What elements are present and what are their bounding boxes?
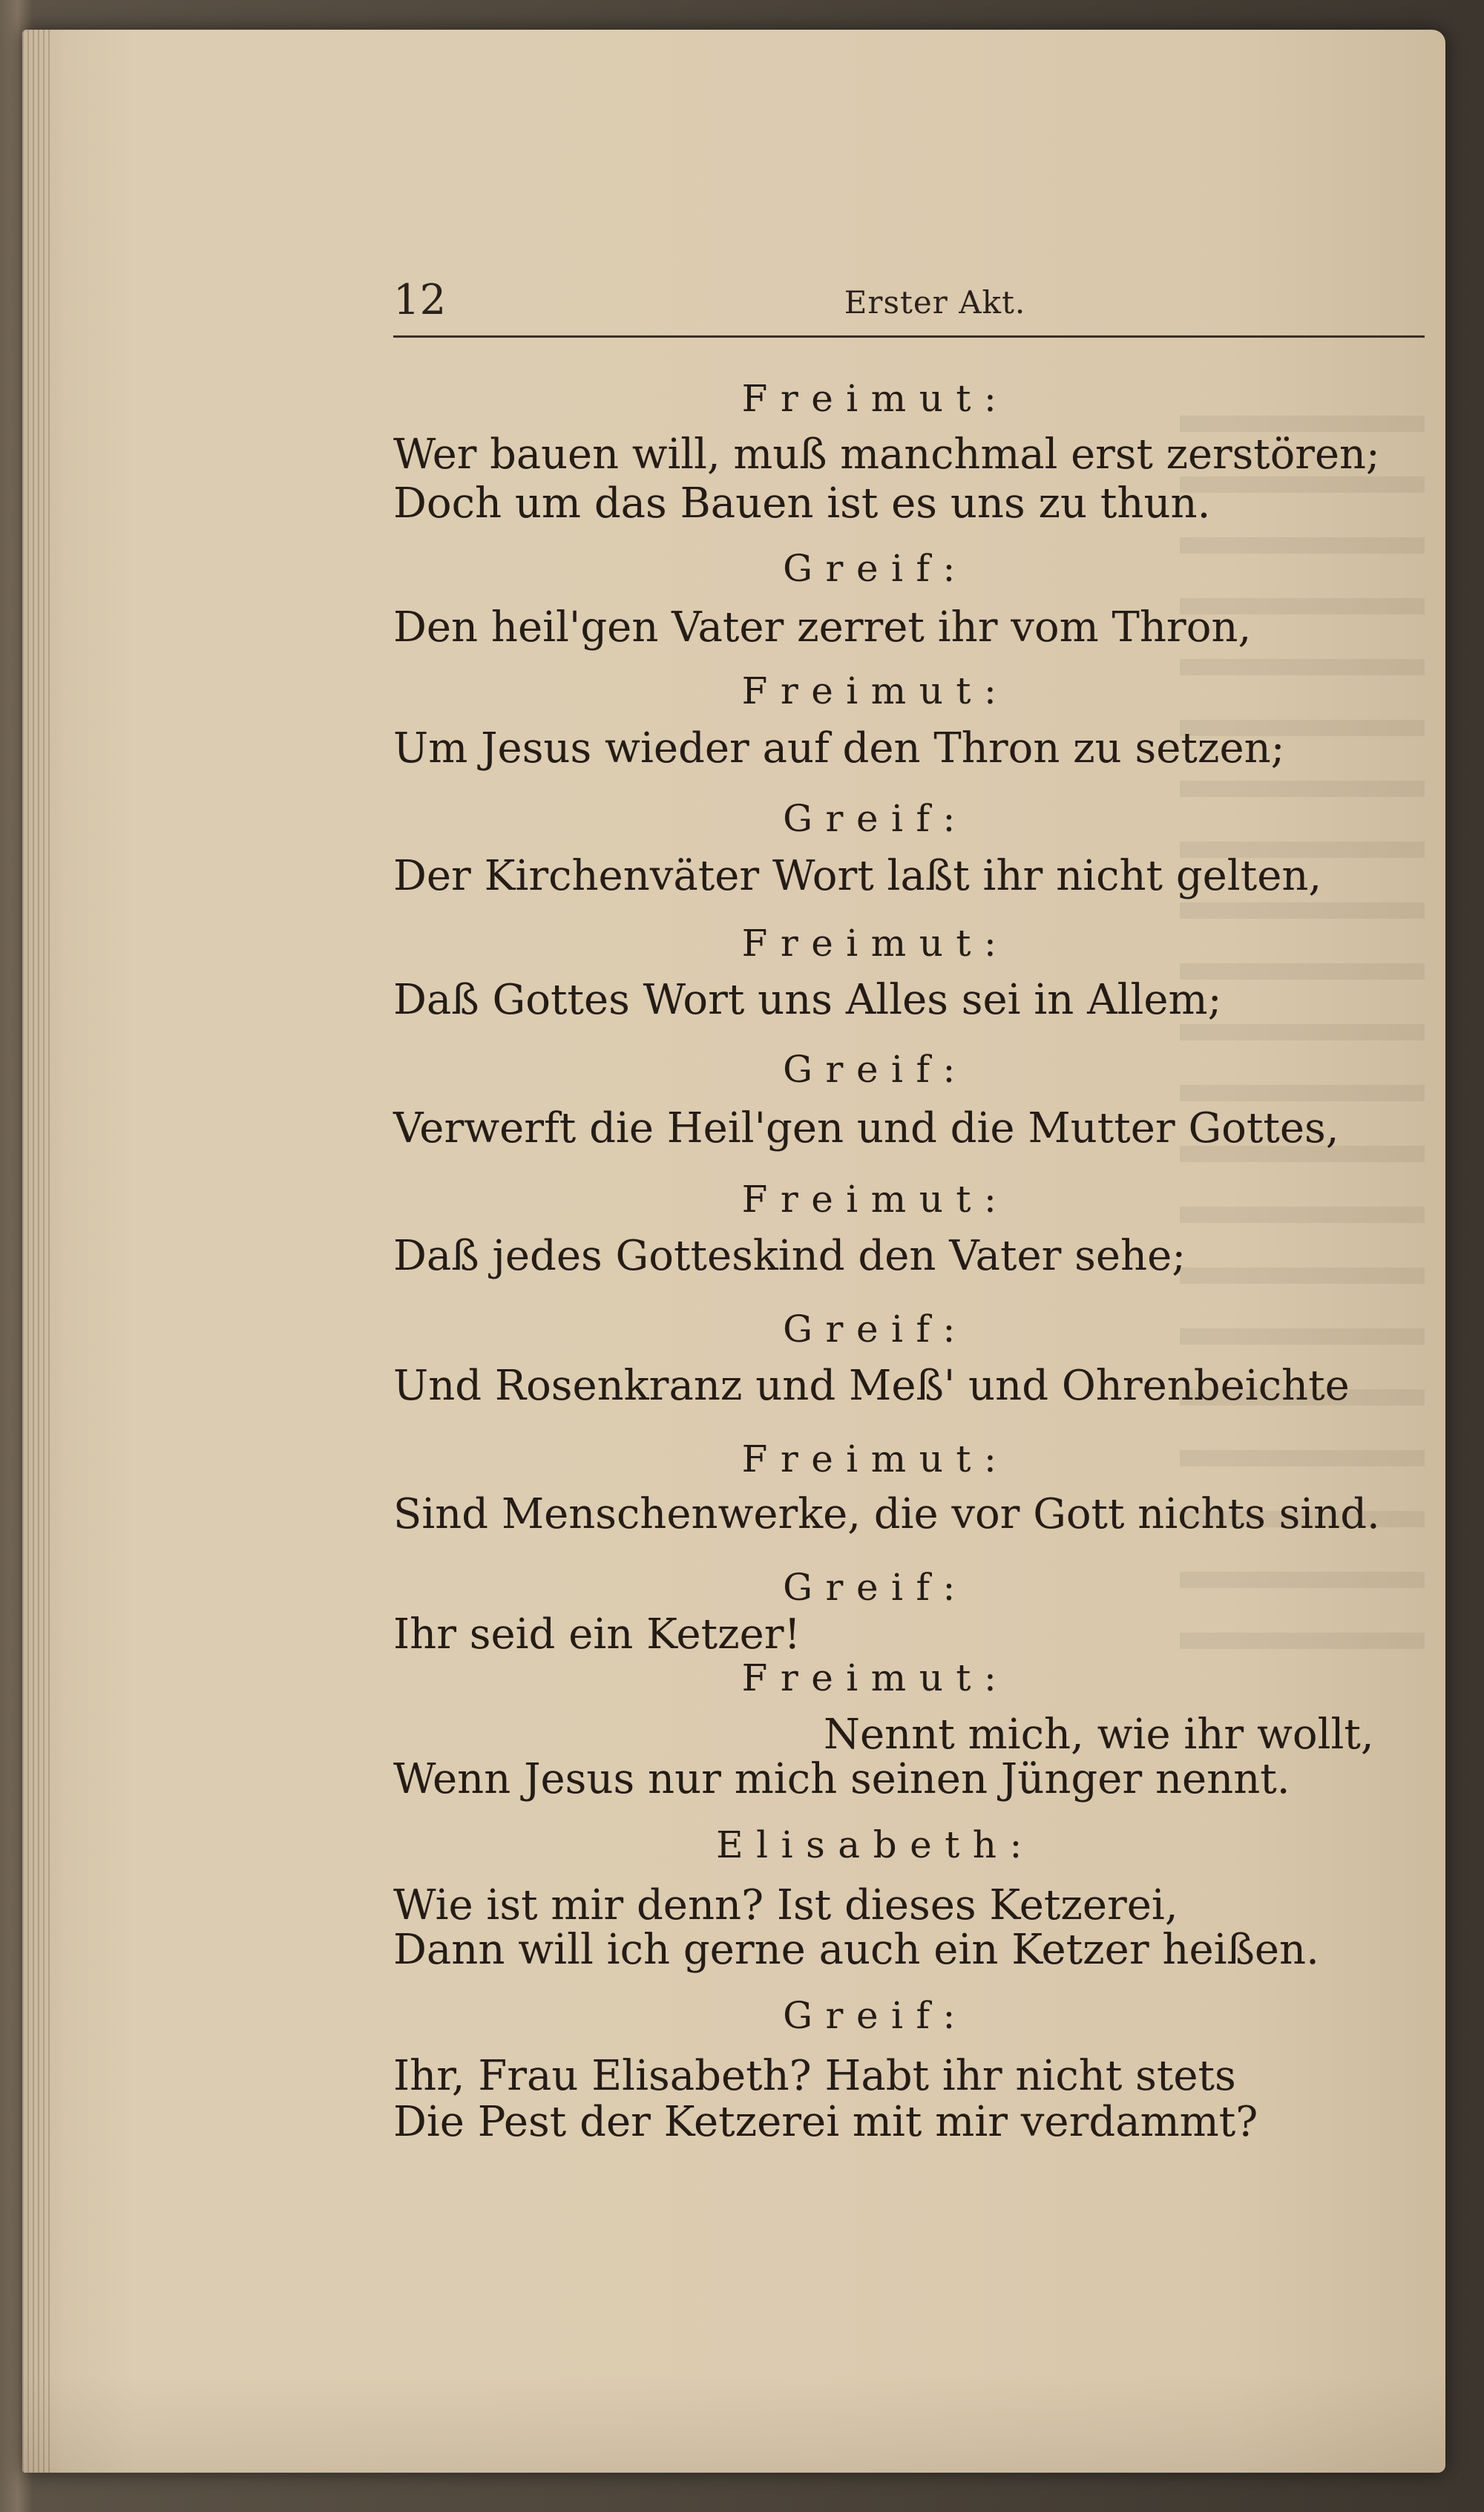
page-gutter-edge bbox=[22, 30, 52, 2473]
page-shading bbox=[22, 2375, 1445, 2473]
speaker-label: Greif: bbox=[783, 1994, 968, 2037]
speaker-label: Greif: bbox=[783, 1308, 968, 1351]
speaker-label: Greif: bbox=[783, 547, 968, 590]
verse-line: Wenn Jesus nur mich seinen Jünger nennt. bbox=[393, 1755, 1290, 1803]
speaker-label: Greif: bbox=[783, 1048, 968, 1091]
speaker-label: Freimut: bbox=[741, 1656, 1010, 1699]
speaker-label: Elisabeth: bbox=[716, 1823, 1035, 1866]
verse-line: Und Rosenkranz und Meß' und Ohrenbeichte bbox=[393, 1362, 1350, 1410]
verse-line: Dann will ich gerne auch ein Ketzer heißen. bbox=[393, 1926, 1319, 1974]
speaker-label: Greif: bbox=[783, 797, 968, 840]
page-header bbox=[393, 275, 1425, 338]
speaker-label: Freimut: bbox=[741, 922, 1010, 965]
speaker-label: Freimut: bbox=[741, 1437, 1010, 1480]
verse-line: Nennt mich, wie ihr wollt, bbox=[824, 1711, 1374, 1759]
verse-line: Den heil'gen Vater zerret ihr vom Thron, bbox=[393, 603, 1252, 652]
verse-line: Daß Gottes Wort uns Alles sei in Allem; bbox=[393, 976, 1222, 1024]
verse-line: Verwerft die Heil'gen und die Mutter Gottes, bbox=[393, 1104, 1339, 1152]
verse-line: Daß jedes Gotteskind den Vater sehe; bbox=[393, 1232, 1186, 1280]
speaker-label: Freimut: bbox=[741, 1178, 1010, 1221]
speaker-label: Freimut: bbox=[741, 377, 1010, 420]
page-number: 12 bbox=[393, 276, 447, 324]
speaker-label: Freimut: bbox=[741, 669, 1010, 712]
verse-line: Wie ist mir denn? Ist dieses Ketzerei, bbox=[393, 1881, 1178, 1929]
verse-line: Doch um das Bauen ist es uns zu thun. bbox=[393, 479, 1211, 528]
verse-line: Ihr seid ein Ketzer! bbox=[393, 1610, 801, 1659]
running-head: Erster Akt. bbox=[844, 284, 1026, 321]
verse-line: Um Jesus wieder auf den Thron zu setzen; bbox=[393, 724, 1285, 773]
verse-line: Wer bauen will, muß manchmal erst zerstören; bbox=[393, 430, 1380, 479]
verse-line: Der Kirchenväter Wort laßt ihr nicht gelten, bbox=[393, 852, 1322, 900]
verse-line: Ihr, Frau Elisabeth? Habt ihr nicht stets bbox=[393, 2052, 1236, 2100]
verse-line: Sind Menschenwerke, die vor Gott nichts sind. bbox=[393, 1490, 1380, 1538]
verse-line: Die Pest der Ketzerei mit mir verdammt? bbox=[393, 2098, 1258, 2146]
speaker-label: Greif: bbox=[783, 1566, 968, 1609]
